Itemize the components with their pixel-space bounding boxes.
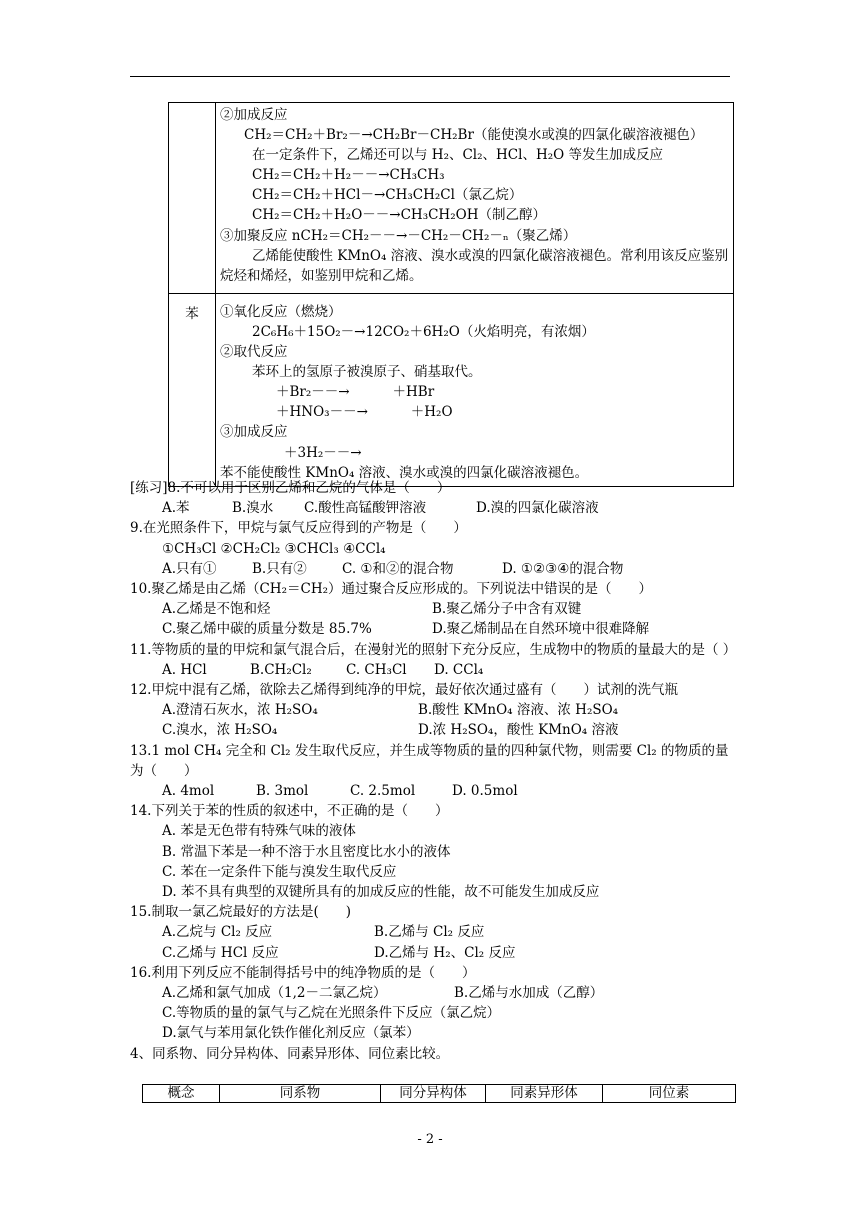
options bbox=[130, 700, 735, 720]
line: CH₂＝CH₂＋H₂－－→CH₃CH₃ bbox=[252, 167, 445, 184]
option: B.乙烯与水加成（乙醇） bbox=[454, 985, 604, 1002]
option: D. CCl₄ bbox=[434, 661, 484, 678]
question: 13.1 mol CH₄ 完全和 Cl₂ 发生取代反应，并生成等物质的量的四种氯代物，则需要 Cl₂ 的物质的量为（ ） bbox=[130, 742, 729, 779]
option: B.只有② bbox=[252, 560, 307, 577]
question: [练习]8.不可以用于区别乙烯和乙烷的气体是（ ） bbox=[130, 480, 451, 496]
row-label bbox=[169, 103, 216, 294]
line: ②取代反应 bbox=[220, 344, 288, 361]
page-number: - 2 - bbox=[417, 1132, 443, 1147]
option: A. 4mol bbox=[162, 783, 215, 800]
option: B.聚乙烯分子中含有双键 bbox=[432, 601, 582, 618]
option: A.乙烷与 Cl₂ 反应 bbox=[162, 924, 273, 941]
table-header-row bbox=[143, 1085, 736, 1103]
question: 9.在光照条件下，甲烷与氯气反应得到的产物是（ ） bbox=[130, 520, 467, 537]
header-cell: 同位素 bbox=[603, 1085, 736, 1103]
option: B.CH₂Cl₂ bbox=[250, 661, 312, 678]
option: C.酸性高锰酸钾溶液 bbox=[304, 500, 427, 517]
line: 在一定条件下，乙烯还可以与 H₂、Cl₂、HCl、H₂O 等发生加成反应 bbox=[252, 147, 663, 164]
line: ②加成反应 bbox=[220, 107, 288, 123]
question-items: ①CH₃Cl ②CH₂Cl₂ ③CHCl₃ ④CCl₄ bbox=[162, 540, 386, 557]
option: C.聚乙烯中碳的质量分数是 85.7% bbox=[162, 621, 372, 638]
options bbox=[130, 943, 735, 963]
row-label: 苯 bbox=[169, 293, 216, 486]
option: D. 0.5mol bbox=[452, 783, 518, 800]
option: A. 苯是无色带有特殊气味的液体 bbox=[162, 823, 356, 840]
option: A.澄清石灰水，浓 H₂SO₄ bbox=[162, 702, 318, 719]
option: C. 2.5mol bbox=[350, 783, 416, 800]
header-rule bbox=[130, 76, 730, 77]
option: B. 3mol bbox=[256, 783, 309, 800]
options bbox=[130, 781, 735, 801]
exercises bbox=[130, 478, 735, 1064]
question: 12.甲烷中混有乙烯，欲除去乙烯得到纯净的甲烷，最好依次通过盛有（ ）试剂的洗气瓶 bbox=[130, 682, 678, 699]
header-cell: 同素异形体 bbox=[486, 1085, 603, 1103]
line: ＋Br₂－－→ ＋HBr bbox=[276, 384, 435, 401]
row-content bbox=[216, 103, 734, 294]
options bbox=[130, 660, 735, 680]
option: D.聚乙烯制品在自然环境中很难降解 bbox=[432, 621, 650, 638]
option: D. ①②③④的混合物 bbox=[502, 560, 624, 577]
line: 乙烯能使酸性 KMnO₄ 溶液、溴水或溴的四氯化碳溶液褪色。常利用该反应鉴别烷烃和烯烃，如鉴别甲烷和乙烯。 bbox=[220, 247, 729, 284]
line: 苯环上的氢原子被溴原子、硝基取代。 bbox=[252, 364, 482, 381]
option: D.乙烯与 H₂、Cl₂ 反应 bbox=[374, 944, 516, 961]
line: ＋3H₂－－→ bbox=[284, 444, 362, 461]
line: 苯不能使酸性 KMnO₄ 溶液、溴水或溴的四氯化碳溶液褪色。 bbox=[220, 464, 589, 481]
line: 2C₆H₆＋15O₂－→12CO₂＋6H₂O（火焰明亮，有浓烟） bbox=[252, 323, 595, 340]
question: 15.制取一氯乙烷最好的方法是( ) bbox=[130, 904, 352, 921]
line: CH₂＝CH₂＋H₂O－－→CH₃CH₂OH（制乙醇） bbox=[252, 207, 546, 224]
option: B.溴水 bbox=[232, 500, 274, 517]
header-cell: 同分异构体 bbox=[381, 1085, 486, 1103]
option: A.乙烯是不饱和烃 bbox=[162, 601, 271, 618]
option: A.苯 bbox=[162, 500, 190, 517]
option: C.溴水，浓 H₂SO₄ bbox=[162, 722, 278, 739]
line: CH₂＝CH₂＋Br₂－→CH₂Br－CH₂Br（能使溴水或溴的四氯化碳溶液褪色） bbox=[244, 127, 704, 144]
option: C.等物质的量的氯气与乙烷在光照条件下反应（氯乙烷） bbox=[162, 1005, 501, 1022]
options bbox=[130, 559, 735, 579]
question: 11.等物质的量的甲烷和氯气混合后，在漫射光的照射下充分反应，生成物中的物质的量最大的是（ ） bbox=[130, 641, 737, 658]
table-row-benzene bbox=[169, 293, 734, 486]
option: D. 苯不具有典型的双键所具有的加成反应的性能，故不可能发生加成反应 bbox=[162, 884, 600, 901]
option: C. ①和②的混合物 bbox=[342, 560, 454, 577]
option: A. HCl bbox=[162, 661, 207, 678]
option: B. 常温下苯是一种不溶于水且密度比水小的液体 bbox=[162, 843, 451, 860]
comparison-table bbox=[142, 1084, 736, 1103]
table-row-ethylene bbox=[169, 103, 734, 294]
question: 14.下列关于苯的性质的叙述中，不正确的是（ ） bbox=[130, 803, 449, 820]
option: B.乙烯与 Cl₂ 反应 bbox=[374, 924, 485, 941]
option: B.酸性 KMnO₄ 溶液、浓 H₂SO₄ bbox=[418, 702, 619, 719]
question: 16.利用下列反应不能制得括号中的纯净物质的是（ ） bbox=[130, 964, 476, 981]
option: C.乙烯与 HCl 反应 bbox=[162, 944, 279, 961]
reaction-table bbox=[168, 102, 734, 487]
options bbox=[130, 498, 735, 518]
section-heading: 4、同系物、同分异构体、同素异形体、同位素比较。 bbox=[130, 1045, 450, 1062]
option: D.溴的四氯化碳溶液 bbox=[476, 500, 599, 517]
option: D.氯气与苯用氯化铁作催化剂反应（氯苯） bbox=[162, 1025, 420, 1042]
options bbox=[130, 922, 735, 942]
option: C. 苯在一定条件下能与溴发生取代反应 bbox=[162, 863, 397, 880]
line: ③加成反应 bbox=[220, 424, 288, 441]
options bbox=[130, 720, 735, 740]
row-content bbox=[216, 293, 734, 486]
option: C. CH₃Cl bbox=[346, 661, 407, 678]
options bbox=[130, 983, 735, 1003]
option: D.浓 H₂SO₄，酸性 KMnO₄ 溶液 bbox=[418, 722, 619, 739]
option: A.只有① bbox=[162, 560, 217, 577]
line: ③加聚反应 nCH₂＝CH₂－－→－CH₂－CH₂－ₙ（聚乙烯） bbox=[220, 227, 577, 244]
option: A.乙烯和氯气加成（1,2－二氯乙烷） bbox=[162, 985, 387, 1002]
line: ①氧化反应（燃烧） bbox=[220, 303, 342, 320]
header-cell: 同系物 bbox=[220, 1085, 381, 1103]
options bbox=[130, 619, 735, 639]
line: CH₂＝CH₂＋HCl－→CH₃CH₂Cl（氯乙烷） bbox=[252, 187, 523, 204]
line: ＋HNO₃－－→ ＋H₂O bbox=[276, 404, 453, 421]
options bbox=[130, 599, 735, 619]
question: 10.聚乙烯是由乙烯（CH₂＝CH₂）通过聚合反应形成的。下列说法中错误的是（ ） bbox=[130, 581, 652, 598]
header-cell: 概念 bbox=[143, 1085, 220, 1103]
